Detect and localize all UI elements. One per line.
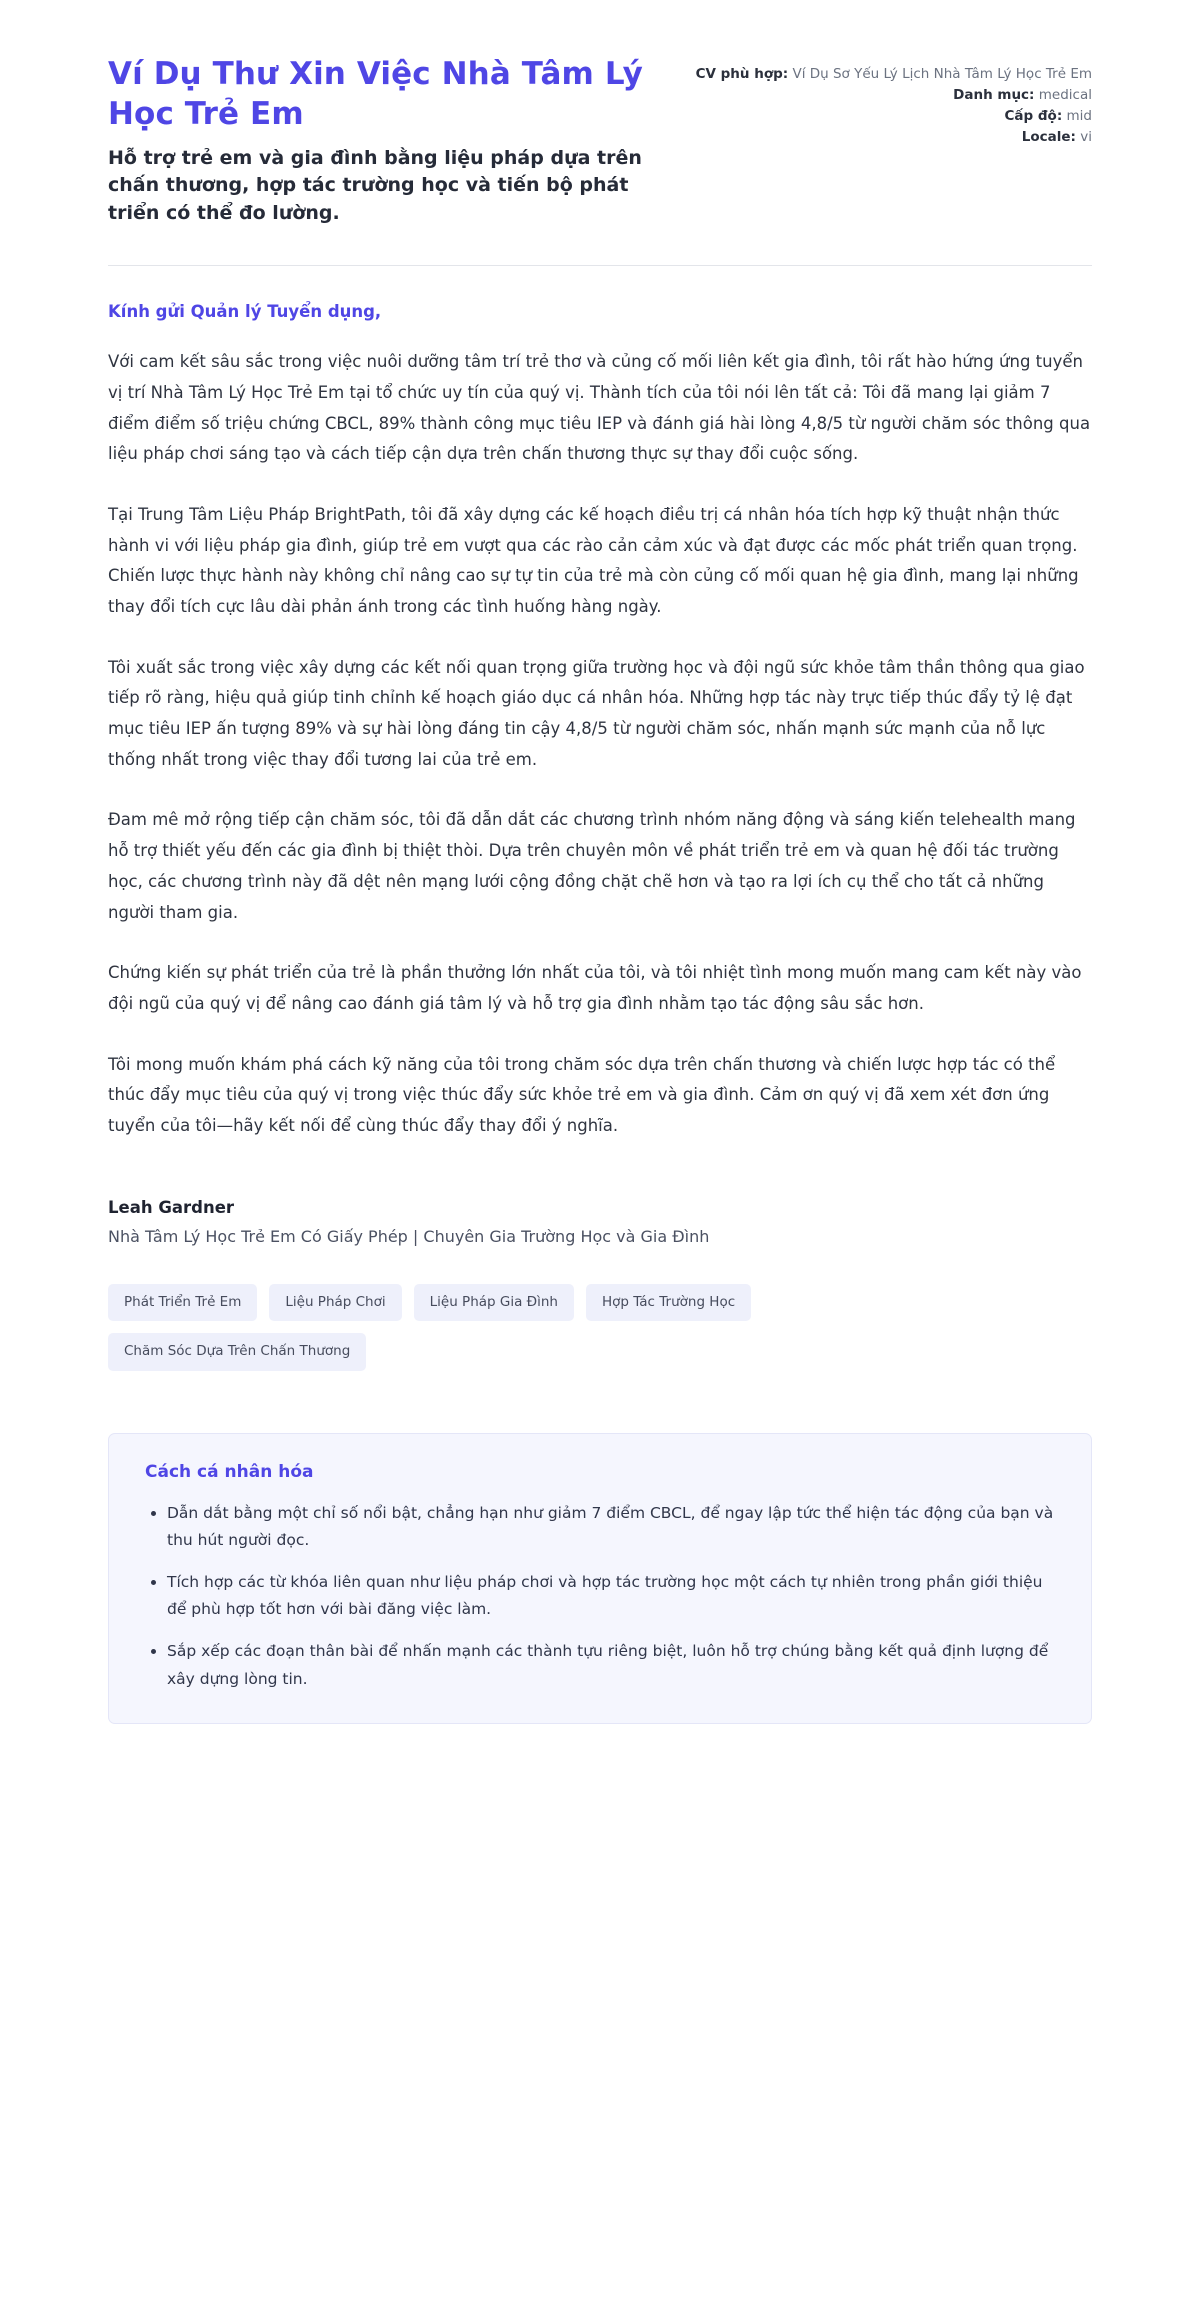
personalization-callout: [108, 1433, 1092, 1724]
page-title: Ví Dụ Thư Xin Việc Nhà Tâm Lý Học Trẻ Em: [108, 56, 643, 133]
meta-row-locale: [696, 127, 1092, 148]
meta-value-category: medical: [1038, 86, 1092, 103]
signature-role: Nhà Tâm Lý Học Trẻ Em Có Giấy Phép | Chuyên Gia Trường Học và Gia Đình: [108, 1226, 710, 1246]
meta-value-level: mid: [1066, 107, 1092, 124]
meta-row-level: [696, 106, 1092, 127]
list-item: • Sắp xếp các đoạn thân bài để nhấn mạnh các thành tựu riêng biệt, luôn hỗ trợ chúng bằng kết quả định lượng để xây dựng lòng tin.: [167, 1638, 1059, 1693]
meta-row-category: [696, 85, 1092, 106]
page-subtitle: Hỗ trợ trẻ em và gia đình bằng liệu pháp dựa trên chấn thương, hợp tác trường học và tiến bộ phát triển có thể đo lường.: [108, 146, 642, 224]
list-item: • Tích hợp các từ khóa liên quan như liệu pháp chơi và hợp tác trường học một cách tự nhiên trong phần giới thiệu để phù hợp tốt hơn với bài đăng việc làm.: [167, 1569, 1059, 1624]
meta-value-locale: vi: [1080, 128, 1092, 145]
callout-list: [141, 1500, 1059, 1693]
skill-tag: Hợp Tác Trường Học: [586, 1284, 751, 1322]
callout-title: Cách cá nhân hóa: [145, 1461, 314, 1482]
meta-label-level: Cấp độ:: [1004, 107, 1063, 124]
letter-salutation: Kính gửi Quản lý Tuyển dụng,: [108, 302, 382, 322]
letter-paragraph: Tôi mong muốn khám phá cách kỹ năng của tôi trong chăm sóc dựa trên chấn thương và chiến lược hợp tác có thể thúc đẩy mục tiêu của quý vị trong việc thúc đẩy sức khỏe trẻ em và gia đình. Cảm ơn quý vị đã xem xét đơn ứng tuyển của tôi—hãy kết nối để cùng thúc đẩy thay đổi ý nghĩa.: [108, 1054, 1056, 1135]
skill-tag: Liệu Pháp Gia Đình: [414, 1284, 574, 1322]
skill-tag: Phát Triển Trẻ Em: [108, 1284, 257, 1322]
meta-label-locale: Locale:: [1021, 128, 1076, 145]
letter-paragraph: Tại Trung Tâm Liệu Pháp BrightPath, tôi đã xây dựng các kế hoạch điều trị cá nhân hóa tích hợp kỹ thuật nhận thức hành vi với liệu pháp gia đình, giúp trẻ em vượt qua các rào cản cảm xúc và đạt được các mốc phát triển quan trọng. Chiến lược thực hành này không chỉ nâng cao sự tự tin của trẻ mà còn củng cố mối quan hệ gia đình, mang lại những thay đổi tích cực lâu dài phản ánh trong các tình huống hàng ngày.: [108, 504, 1079, 617]
letter-paragraph: Tôi xuất sắc trong việc xây dựng các kết nối quan trọng giữa trường học và đội ngũ sức khỏe tâm thần thông qua giao tiếp rõ ràng, hiệu quả giúp tinh chỉnh kế hoạch giáo dục cá nhân hóa. Những hợp tác này trực tiếp thúc đẩy tỷ lệ đạt mục tiêu IEP ấn tượng 89% và sự hài lòng đáng tin cậy 4,8/5 từ người chăm sóc, nhấn mạnh sức mạnh của nỗ lực thống nhất trong việc thay đổi tương lai của trẻ em.: [108, 657, 1085, 769]
signature-name: Leah Gardner: [108, 1197, 235, 1217]
skill-tag: Liệu Pháp Chơi: [269, 1284, 401, 1322]
header-text-block: [108, 54, 656, 227]
meta-label-cv: CV phù hợp:: [695, 66, 789, 82]
meta-row-cv: [696, 64, 1092, 85]
meta-label-category: Danh mục:: [953, 86, 1035, 103]
letter-paragraph: Với cam kết sâu sắc trong việc nuôi dưỡng tâm trí trẻ thơ và củng cố mối liên kết gia đình, tôi rất hào hứng ứng tuyển vị trí Nhà Tâm Lý Học Trẻ Em tại tổ chức uy tín của quý vị. Thành tích của tôi nói lên tất cả: Tôi đã mang lại giảm 7 điểm điểm số triệu chứng CBCL, 89% thành công mục tiêu IEP và đánh giá hài lòng 4,8/5 từ người chăm sóc thông qua liệu pháp chơi sáng tạo và cách tiếp cận dựa trên chấn thương thực sự thay đổi cuộc sống.: [108, 352, 1091, 464]
document-header: [108, 54, 1092, 227]
skill-tag-list: [108, 1284, 928, 1371]
list-item: • Dẫn dắt bằng một chỉ số nổi bật, chẳng hạn như giảm 7 điểm CBCL, để ngay lập tức thể hiện tác động của bạn và thu hút người đọc.: [167, 1500, 1059, 1555]
letter-paragraph: Đam mê mở rộng tiếp cận chăm sóc, tôi đã dẫn dắt các chương trình nhóm năng động và sáng kiến telehealth mang hỗ trợ thiết yếu đến các gia đình bị thiệt thòi. Dựa trên chuyên môn về phát triển trẻ em và quan hệ đối tác trường học, các chương trình này đã dệt nên mạng lưới cộng đồng chặt chẽ hơn và tạo ra lợi ích cụ thể cho tất cả những người tham gia.: [108, 810, 1076, 922]
letter-body: [108, 266, 1092, 1245]
letter-paragraph: Chứng kiến sự phát triển của trẻ là phần thưởng lớn nhất của tôi, và tôi nhiệt tình mong muốn mang cam kết này vào đội ngũ của quý vị để nâng cao đánh giá tâm lý và hỗ trợ gia đình nhằm tạo tác động sâu sắc hơn.: [108, 963, 1082, 1013]
meta-value-cv: Ví Dụ Sơ Yếu Lý Lịch Nhà Tâm Lý Học Trẻ Em: [792, 66, 1092, 82]
skill-tag: Chăm Sóc Dựa Trên Chấn Thương: [108, 1333, 366, 1371]
document-meta: [696, 54, 1092, 148]
signature-block: [108, 1198, 1092, 1246]
